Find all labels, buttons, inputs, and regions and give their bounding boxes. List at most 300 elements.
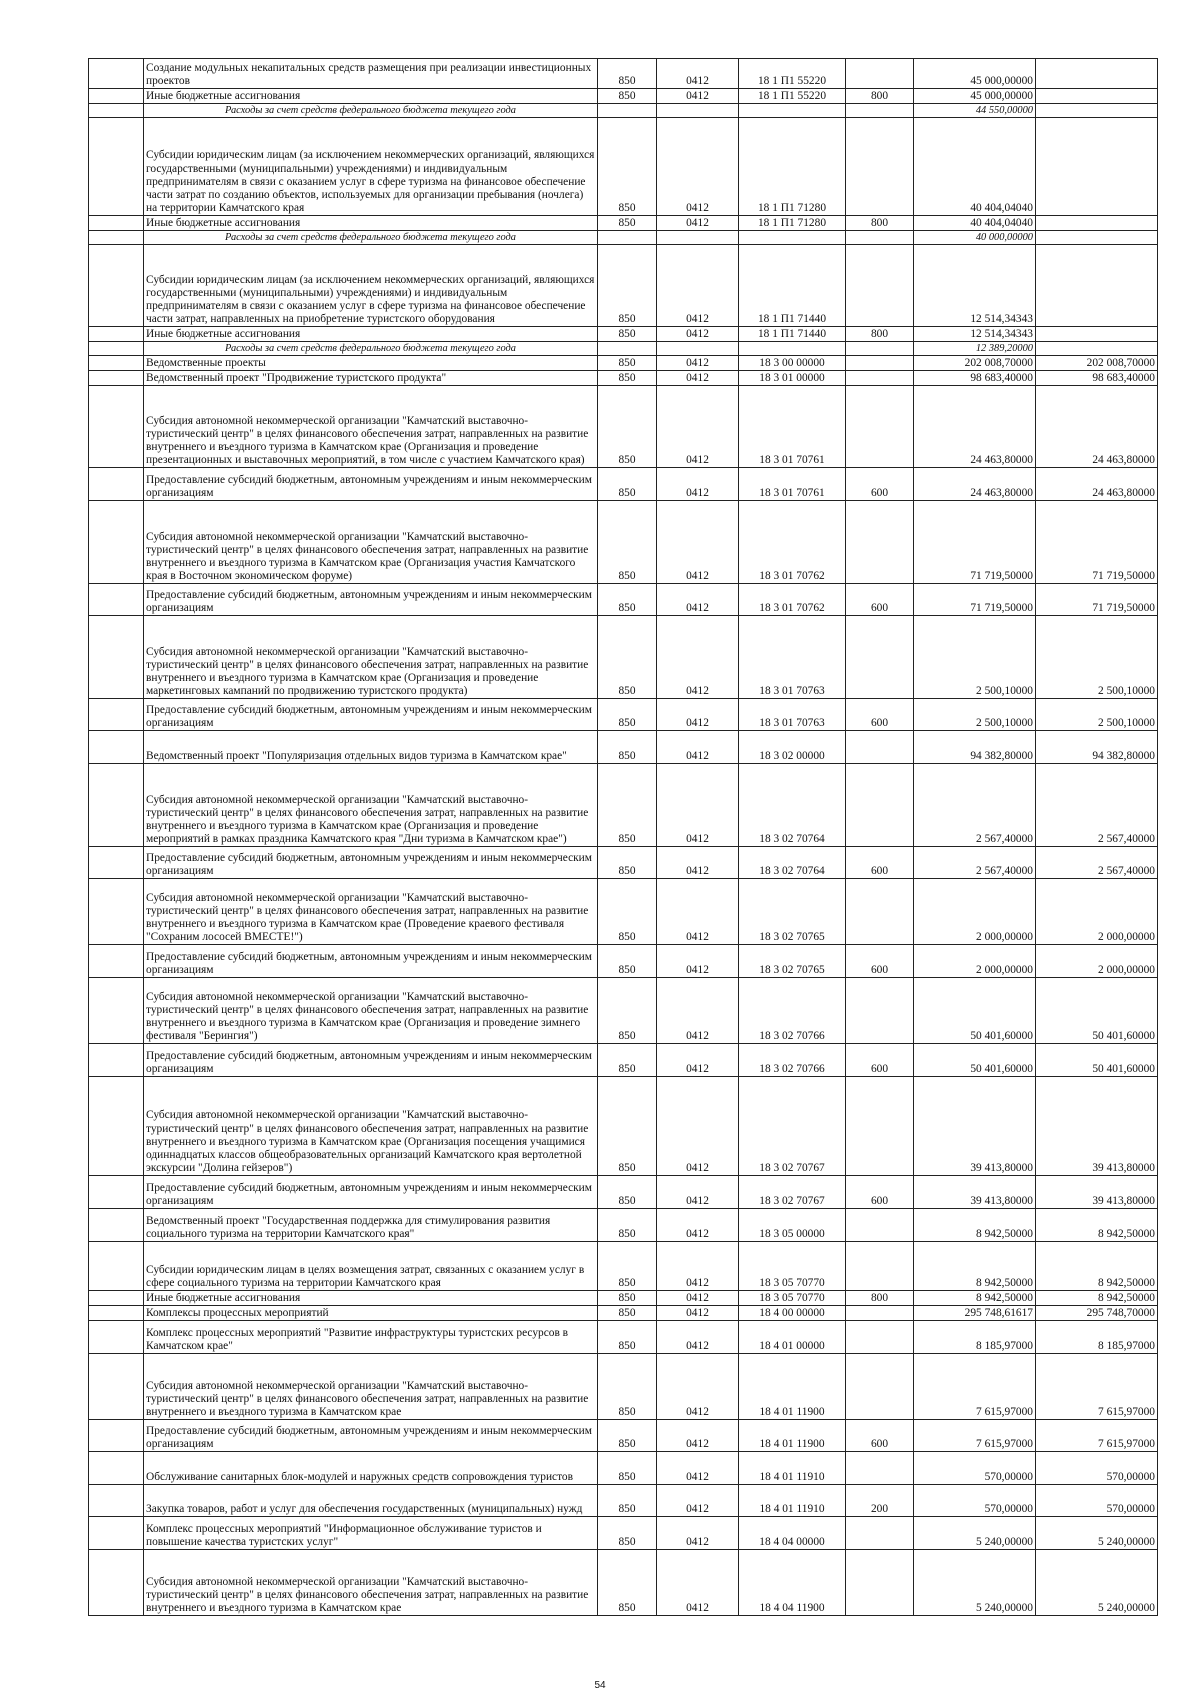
sum-cell: 7 615,97000	[914, 1420, 1036, 1452]
row-name-cell: Иные бюджетные ассигнования	[144, 216, 598, 231]
sum-cell: 50 401,60000	[914, 978, 1036, 1044]
sum2-cell: 71 719,50000	[1036, 584, 1158, 616]
table-row	[89, 1291, 1158, 1306]
row-number-cell	[89, 1176, 144, 1209]
row-name-cell: Предоставление субсидий бюджетным, автономным учреждениям и иным некоммерческим организациям	[144, 847, 598, 879]
target-article-cell: 18 4 00 00000	[739, 1306, 846, 1321]
row-name-cell: Иные бюджетные ассигнования	[144, 1291, 598, 1306]
row-number-cell	[89, 1291, 144, 1306]
grbs-cell: 850	[598, 1420, 657, 1452]
target-article-cell: 18 3 02 70766	[739, 978, 846, 1044]
target-article-cell: 18 1 П1 71280	[739, 216, 846, 231]
section-cell: 0412	[657, 386, 739, 468]
target-article-cell: 18 3 02 70767	[739, 1176, 846, 1209]
row-number-cell	[89, 584, 144, 616]
grbs-cell: 850	[598, 1550, 657, 1616]
target-article-cell: 18 3 00 00000	[739, 356, 846, 371]
row-name-cell: Субсидия автономной некоммерческой организации "Камчатский выставочно-туристический центр" в целях финансового обеспечения затрат, направленных на развитие внутреннего и въездного туризма в Камчатском крае (Организация и проведение презентационных и выставочных мероприятий, в том числе с участием Камчатского края)	[144, 386, 598, 468]
target-article-cell: 18 1 П1 71440	[739, 245, 846, 327]
row-number-cell	[89, 978, 144, 1044]
section-cell: 0412	[657, 1306, 739, 1321]
sum-cell: 2 000,00000	[914, 945, 1036, 978]
sum2-cell	[1036, 104, 1158, 118]
sum2-cell: 71 719,50000	[1036, 501, 1158, 584]
section-cell: 0412	[657, 978, 739, 1044]
sum2-cell: 5 240,00000	[1036, 1550, 1158, 1616]
row-name-cell: Комплексы процессных мероприятий	[144, 1306, 598, 1321]
sum2-cell: 7 615,97000	[1036, 1420, 1158, 1452]
section-cell: 0412	[657, 1485, 739, 1517]
grbs-cell: 850	[598, 1354, 657, 1420]
grbs-cell: 850	[598, 371, 657, 386]
grbs-cell: 850	[598, 327, 657, 342]
federal-budget-row	[89, 231, 1158, 245]
sum2-cell	[1036, 342, 1158, 356]
row-number-cell	[89, 764, 144, 847]
target-article-cell: 18 1 П1 71440	[739, 327, 846, 342]
expense-type-cell: 600	[846, 945, 914, 978]
sum-cell: 24 463,80000	[914, 386, 1036, 468]
sum-cell: 8 185,97000	[914, 1321, 1036, 1354]
target-article-cell	[739, 104, 846, 118]
target-article-cell: 18 3 02 70767	[739, 1077, 846, 1176]
table-row	[89, 356, 1158, 371]
sum2-cell: 570,00000	[1036, 1452, 1158, 1485]
sum2-cell	[1036, 231, 1158, 245]
row-number-cell	[89, 699, 144, 731]
row-name-cell: Предоставление субсидий бюджетным, автономным учреждениям и иным некоммерческим организациям	[144, 468, 598, 501]
section-cell: 0412	[657, 847, 739, 879]
sum-cell: 44 550,00000	[914, 104, 1036, 118]
table-row	[89, 1354, 1158, 1420]
sum2-cell: 50 401,60000	[1036, 978, 1158, 1044]
section-cell: 0412	[657, 216, 739, 231]
table-row	[89, 1517, 1158, 1550]
row-number-cell	[89, 89, 144, 104]
table-row	[89, 945, 1158, 978]
target-article-cell: 18 3 01 70762	[739, 584, 846, 616]
section-cell: 0412	[657, 1242, 739, 1291]
row-name-cell: Субсидия автономной некоммерческой организации "Камчатский выставочно-туристический центр" в целях финансового обеспечения затрат, направленных на развитие внутреннего и въездного туризма в Камчатском крае (Организация и проведение мероприятий в рамках праздника Камчатского края "Дни туризма в Камчатском крае")	[144, 764, 598, 847]
sum-cell: 39 413,80000	[914, 1176, 1036, 1209]
row-number-cell	[89, 501, 144, 584]
expense-type-cell	[846, 1321, 914, 1354]
row-number-cell	[89, 231, 144, 245]
expense-type-cell: 800	[846, 89, 914, 104]
target-article-cell: 18 1 П1 55220	[739, 59, 846, 89]
sum2-cell: 8 185,97000	[1036, 1321, 1158, 1354]
row-number-cell	[89, 847, 144, 879]
sum-cell: 5 240,00000	[914, 1550, 1036, 1616]
sum2-cell: 202 008,70000	[1036, 356, 1158, 371]
row-number-cell	[89, 342, 144, 356]
grbs-cell: 850	[598, 245, 657, 327]
section-cell: 0412	[657, 945, 739, 978]
section-cell	[657, 104, 739, 118]
grbs-cell: 850	[598, 847, 657, 879]
sum2-cell: 5 240,00000	[1036, 1517, 1158, 1550]
section-cell: 0412	[657, 584, 739, 616]
target-article-cell: 18 3 01 70763	[739, 699, 846, 731]
row-name-cell: Субсидия автономной некоммерческой организации "Камчатский выставочно-туристический центр" в целях финансового обеспечения затрат, направленных на развитие внутреннего и въездного туризма в Камчатском крае (Организация посещения учащимися одиннадцатых классов общеобразовательных организаций Камчатского края вертолетной экскурсии "Долина гейзеров")	[144, 1077, 598, 1176]
table-row	[89, 118, 1158, 216]
sum2-cell: 2 500,10000	[1036, 699, 1158, 731]
grbs-cell: 850	[598, 216, 657, 231]
grbs-cell: 850	[598, 1306, 657, 1321]
expense-type-cell	[846, 386, 914, 468]
row-number-cell	[89, 118, 144, 216]
row-number-cell	[89, 1306, 144, 1321]
table-row	[89, 386, 1158, 468]
row-name-cell: Иные бюджетные ассигнования	[144, 89, 598, 104]
table-row	[89, 584, 1158, 616]
target-article-cell: 18 3 01 70761	[739, 468, 846, 501]
expense-type-cell: 600	[846, 1420, 914, 1452]
expense-type-cell: 600	[846, 699, 914, 731]
sum-cell: 50 401,60000	[914, 1044, 1036, 1077]
sum2-cell: 24 463,80000	[1036, 468, 1158, 501]
row-number-cell	[89, 1321, 144, 1354]
sum2-cell	[1036, 89, 1158, 104]
sum2-cell: 2 567,40000	[1036, 847, 1158, 879]
table-row	[89, 1485, 1158, 1517]
row-number-cell	[89, 945, 144, 978]
row-name-cell: Предоставление субсидий бюджетным, автономным учреждениям и иным некоммерческим организациям	[144, 1420, 598, 1452]
section-cell: 0412	[657, 879, 739, 945]
table-row	[89, 501, 1158, 584]
target-article-cell: 18 4 01 11910	[739, 1452, 846, 1485]
grbs-cell: 850	[598, 731, 657, 764]
grbs-cell: 850	[598, 1176, 657, 1209]
grbs-cell: 850	[598, 1291, 657, 1306]
sum2-cell: 295 748,70000	[1036, 1306, 1158, 1321]
row-name-cell: Расходы за счет средств федерального бюджета текущего года	[144, 342, 598, 356]
sum2-cell: 24 463,80000	[1036, 386, 1158, 468]
sum2-cell: 570,00000	[1036, 1485, 1158, 1517]
row-name-cell: Ведомственные проекты	[144, 356, 598, 371]
expense-type-cell	[846, 731, 914, 764]
sum2-cell: 94 382,80000	[1036, 731, 1158, 764]
section-cell: 0412	[657, 1176, 739, 1209]
sum-cell: 45 000,00000	[914, 89, 1036, 104]
target-article-cell: 18 3 02 70764	[739, 847, 846, 879]
section-cell: 0412	[657, 616, 739, 699]
section-cell: 0412	[657, 1354, 739, 1420]
section-cell: 0412	[657, 1517, 739, 1550]
target-article-cell: 18 1 П1 55220	[739, 89, 846, 104]
row-name-cell: Предоставление субсидий бюджетным, автономным учреждениям и иным некоммерческим организациям	[144, 584, 598, 616]
sum-cell: 40 000,00000	[914, 231, 1036, 245]
section-cell: 0412	[657, 1550, 739, 1616]
section-cell: 0412	[657, 59, 739, 89]
sum2-cell: 2 500,10000	[1036, 616, 1158, 699]
sum-cell: 40 404,04040	[914, 216, 1036, 231]
sum-cell: 98 683,40000	[914, 371, 1036, 386]
row-number-cell	[89, 327, 144, 342]
section-cell: 0412	[657, 245, 739, 327]
section-cell: 0412	[657, 468, 739, 501]
expense-type-cell: 600	[846, 1044, 914, 1077]
section-cell: 0412	[657, 1044, 739, 1077]
sum2-cell: 98 683,40000	[1036, 371, 1158, 386]
table-row	[89, 245, 1158, 327]
expense-type-cell	[846, 371, 914, 386]
section-cell: 0412	[657, 371, 739, 386]
section-cell: 0412	[657, 356, 739, 371]
sum-cell: 295 748,61617	[914, 1306, 1036, 1321]
table-row	[89, 879, 1158, 945]
row-number-cell	[89, 1354, 144, 1420]
grbs-cell: 850	[598, 1485, 657, 1517]
budget-table	[88, 58, 1158, 1616]
sum-cell: 71 719,50000	[914, 501, 1036, 584]
table-row	[89, 764, 1158, 847]
expense-type-cell: 800	[846, 216, 914, 231]
grbs-cell: 850	[598, 945, 657, 978]
sum-cell: 24 463,80000	[914, 468, 1036, 501]
expense-type-cell	[846, 245, 914, 327]
row-name-cell: Предоставление субсидий бюджетным, автономным учреждениям и иным некоммерческим организациям	[144, 1176, 598, 1209]
row-number-cell	[89, 1452, 144, 1485]
target-article-cell	[739, 342, 846, 356]
sum-cell: 2 567,40000	[914, 764, 1036, 847]
target-article-cell: 18 3 01 70762	[739, 501, 846, 584]
table-row	[89, 1176, 1158, 1209]
row-name-cell: Расходы за счет средств федерального бюджета текущего года	[144, 231, 598, 245]
sum-cell: 12 514,34343	[914, 245, 1036, 327]
row-name-cell: Создание модульных некапитальных средств размещения при реализации инвестиционных проектов	[144, 59, 598, 89]
row-number-cell	[89, 1550, 144, 1616]
target-article-cell: 18 3 01 70761	[739, 386, 846, 468]
row-number-cell	[89, 371, 144, 386]
section-cell: 0412	[657, 1420, 739, 1452]
row-name-cell: Ведомственный проект "Государственная поддержка для стимулирования развития социального туризма на территории Камчатского края"	[144, 1209, 598, 1242]
table-row	[89, 468, 1158, 501]
table-row	[89, 1209, 1158, 1242]
section-cell: 0412	[657, 699, 739, 731]
row-number-cell	[89, 1517, 144, 1550]
grbs-cell: 850	[598, 468, 657, 501]
sum-cell: 12 389,20000	[914, 342, 1036, 356]
section-cell	[657, 342, 739, 356]
sum-cell: 2 500,10000	[914, 699, 1036, 731]
row-name-cell: Комплекс процессных мероприятий "Развитие инфраструктуры туристских ресурсов в Камчатском крае"	[144, 1321, 598, 1354]
target-article-cell: 18 4 04 00000	[739, 1517, 846, 1550]
grbs-cell: 850	[598, 584, 657, 616]
expense-type-cell	[846, 1306, 914, 1321]
grbs-cell	[598, 231, 657, 245]
grbs-cell: 850	[598, 1044, 657, 1077]
expense-type-cell	[846, 59, 914, 89]
sum-cell: 45 000,00000	[914, 59, 1036, 89]
budget-table-body	[89, 59, 1158, 1616]
grbs-cell: 850	[598, 1321, 657, 1354]
expense-type-cell	[846, 1550, 914, 1616]
section-cell: 0412	[657, 1209, 739, 1242]
section-cell: 0412	[657, 1452, 739, 1485]
sum2-cell: 39 413,80000	[1036, 1077, 1158, 1176]
section-cell: 0412	[657, 1291, 739, 1306]
grbs-cell: 850	[598, 1242, 657, 1291]
grbs-cell: 850	[598, 59, 657, 89]
row-number-cell	[89, 1420, 144, 1452]
grbs-cell: 850	[598, 879, 657, 945]
row-name-cell: Субсидии юридическим лицам (за исключением некоммерческих организаций, являющихся государственными (муниципальными) учреждениями) и индивидуальным предпринимателям в связи с оказанием услуг в сфере туризма на финансовое обеспечение части затрат, направленных на приобретение туристского оборудования	[144, 245, 598, 327]
row-number-cell	[89, 356, 144, 371]
sum-cell: 8 942,50000	[914, 1291, 1036, 1306]
table-row	[89, 847, 1158, 879]
sum2-cell	[1036, 59, 1158, 89]
federal-budget-row	[89, 342, 1158, 356]
target-article-cell: 18 1 П1 71280	[739, 118, 846, 216]
section-cell: 0412	[657, 731, 739, 764]
grbs-cell	[598, 342, 657, 356]
grbs-cell: 850	[598, 501, 657, 584]
expense-type-cell	[846, 1077, 914, 1176]
sum2-cell: 2 000,00000	[1036, 879, 1158, 945]
table-row	[89, 1242, 1158, 1291]
row-name-cell: Субсидия автономной некоммерческой организации "Камчатский выставочно-туристический центр" в целях финансового обеспечения затрат, направленных на развитие внутреннего и въездного туризма в Камчатском крае (Организация и проведение зимнего фестиваля "Берингия")	[144, 978, 598, 1044]
sum-cell: 5 240,00000	[914, 1517, 1036, 1550]
row-number-cell	[89, 616, 144, 699]
table-row	[89, 1321, 1158, 1354]
sum-cell: 12 514,34343	[914, 327, 1036, 342]
row-number-cell	[89, 468, 144, 501]
sum-cell: 8 942,50000	[914, 1209, 1036, 1242]
expense-type-cell	[846, 1354, 914, 1420]
expense-type-cell	[846, 501, 914, 584]
table-row	[89, 371, 1158, 386]
row-number-cell	[89, 104, 144, 118]
row-name-cell: Субсидия автономной некоммерческой организации "Камчатский выставочно-туристический центр" в целях финансового обеспечения затрат, направленных на развитие внутреннего и въездного туризма в Камчатском крае (Организация и проведение маркетинговых кампаний по продвижению туристского продукта)	[144, 616, 598, 699]
expense-type-cell: 600	[846, 1176, 914, 1209]
row-name-cell: Комплекс процессных мероприятий "Информационное обслуживание туристов и повышение качества туристских услуг"	[144, 1517, 598, 1550]
table-row	[89, 978, 1158, 1044]
sum-cell: 570,00000	[914, 1485, 1036, 1517]
sum-cell: 2 567,40000	[914, 847, 1036, 879]
expense-type-cell	[846, 118, 914, 216]
table-row	[89, 616, 1158, 699]
page-number: 54	[594, 1680, 606, 1691]
target-article-cell: 18 3 01 00000	[739, 371, 846, 386]
target-article-cell: 18 4 01 11900	[739, 1420, 846, 1452]
sum2-cell: 2 567,40000	[1036, 764, 1158, 847]
expense-type-cell	[846, 342, 914, 356]
expense-type-cell: 800	[846, 1291, 914, 1306]
target-article-cell: 18 4 01 11900	[739, 1354, 846, 1420]
row-number-cell	[89, 731, 144, 764]
sum2-cell: 50 401,60000	[1036, 1044, 1158, 1077]
sum2-cell	[1036, 327, 1158, 342]
table-row	[89, 216, 1158, 231]
expense-type-cell	[846, 1242, 914, 1291]
section-cell: 0412	[657, 501, 739, 584]
grbs-cell	[598, 104, 657, 118]
sum-cell: 8 942,50000	[914, 1242, 1036, 1291]
sum-cell: 2 000,00000	[914, 879, 1036, 945]
grbs-cell: 850	[598, 1452, 657, 1485]
expense-type-cell	[846, 104, 914, 118]
section-cell	[657, 231, 739, 245]
sum-cell: 7 615,97000	[914, 1354, 1036, 1420]
row-number-cell	[89, 216, 144, 231]
expense-type-cell	[846, 978, 914, 1044]
table-row	[89, 1044, 1158, 1077]
target-article-cell: 18 3 05 00000	[739, 1209, 846, 1242]
expense-type-cell: 800	[846, 327, 914, 342]
row-name-cell: Субсидия автономной некоммерческой организации "Камчатский выставочно-туристический центр" в целях финансового обеспечения затрат, направленных на развитие внутреннего и въездного туризма в Камчатском крае (Проведение краевого фестиваля "Сохраним лососей ВМЕСТЕ!")	[144, 879, 598, 945]
federal-budget-row	[89, 104, 1158, 118]
sum2-cell: 8 942,50000	[1036, 1291, 1158, 1306]
row-name-cell: Ведомственный проект "Популяризация отдельных видов туризма в Камчатском крае"	[144, 731, 598, 764]
expense-type-cell	[846, 879, 914, 945]
table-row	[89, 59, 1158, 89]
row-name-cell: Обслуживание санитарных блок-модулей и наружных средств сопровождения туристов	[144, 1452, 598, 1485]
expense-type-cell	[846, 356, 914, 371]
sum2-cell: 7 615,97000	[1036, 1354, 1158, 1420]
sum-cell: 40 404,04040	[914, 118, 1036, 216]
table-row	[89, 1550, 1158, 1616]
table-row	[89, 1420, 1158, 1452]
expense-type-cell: 200	[846, 1485, 914, 1517]
expense-type-cell	[846, 1209, 914, 1242]
row-name-cell: Субсидия автономной некоммерческой организации "Камчатский выставочно-туристический центр" в целях финансового обеспечения затрат, направленных на развитие внутреннего и въездного туризма в Камчатском крае (Организация участия Камчатского края в Восточном экономическом форуме)	[144, 501, 598, 584]
grbs-cell: 850	[598, 1517, 657, 1550]
row-name-cell: Иные бюджетные ассигнования	[144, 327, 598, 342]
section-cell: 0412	[657, 1077, 739, 1176]
table-row	[89, 327, 1158, 342]
expense-type-cell	[846, 1517, 914, 1550]
target-article-cell: 18 3 01 70763	[739, 616, 846, 699]
sum-cell: 570,00000	[914, 1452, 1036, 1485]
row-name-cell: Ведомственный проект "Продвижение туристского продукта"	[144, 371, 598, 386]
grbs-cell: 850	[598, 356, 657, 371]
target-article-cell: 18 3 02 00000	[739, 731, 846, 764]
table-row	[89, 1077, 1158, 1176]
expense-type-cell: 600	[846, 847, 914, 879]
target-article-cell: 18 3 05 70770	[739, 1291, 846, 1306]
row-number-cell	[89, 245, 144, 327]
row-name-cell: Предоставление субсидий бюджетным, автономным учреждениям и иным некоммерческим организациям	[144, 1044, 598, 1077]
row-name-cell: Субсидии юридическим лицам в целях возмещения затрат, связанных с оказанием услуг в сфере социального туризма на территории Камчатского края	[144, 1242, 598, 1291]
table-row	[89, 731, 1158, 764]
row-number-cell	[89, 1485, 144, 1517]
section-cell: 0412	[657, 89, 739, 104]
target-article-cell: 18 3 02 70766	[739, 1044, 846, 1077]
row-name-cell: Предоставление субсидий бюджетным, автономным учреждениям и иным некоммерческим организациям	[144, 945, 598, 978]
grbs-cell: 850	[598, 1077, 657, 1176]
section-cell: 0412	[657, 118, 739, 216]
row-number-cell	[89, 1209, 144, 1242]
expense-type-cell: 600	[846, 468, 914, 501]
sum2-cell	[1036, 245, 1158, 327]
row-number-cell	[89, 1077, 144, 1176]
target-article-cell: 18 4 04 11900	[739, 1550, 846, 1616]
row-name-cell: Субсидия автономной некоммерческой организации "Камчатский выставочно-туристический центр" в целях финансового обеспечения затрат, направленных на развитие внутреннего и въездного туризма в Камчатском крае	[144, 1354, 598, 1420]
grbs-cell: 850	[598, 89, 657, 104]
row-name-cell: Расходы за счет средств федерального бюджета текущего года	[144, 104, 598, 118]
table-row	[89, 89, 1158, 104]
table-row	[89, 699, 1158, 731]
target-article-cell: 18 3 02 70764	[739, 764, 846, 847]
expense-type-cell	[846, 231, 914, 245]
sum2-cell: 8 942,50000	[1036, 1209, 1158, 1242]
row-number-cell	[89, 59, 144, 89]
sum-cell: 71 719,50000	[914, 584, 1036, 616]
grbs-cell: 850	[598, 978, 657, 1044]
sum2-cell: 2 000,00000	[1036, 945, 1158, 978]
sum-cell: 2 500,10000	[914, 616, 1036, 699]
